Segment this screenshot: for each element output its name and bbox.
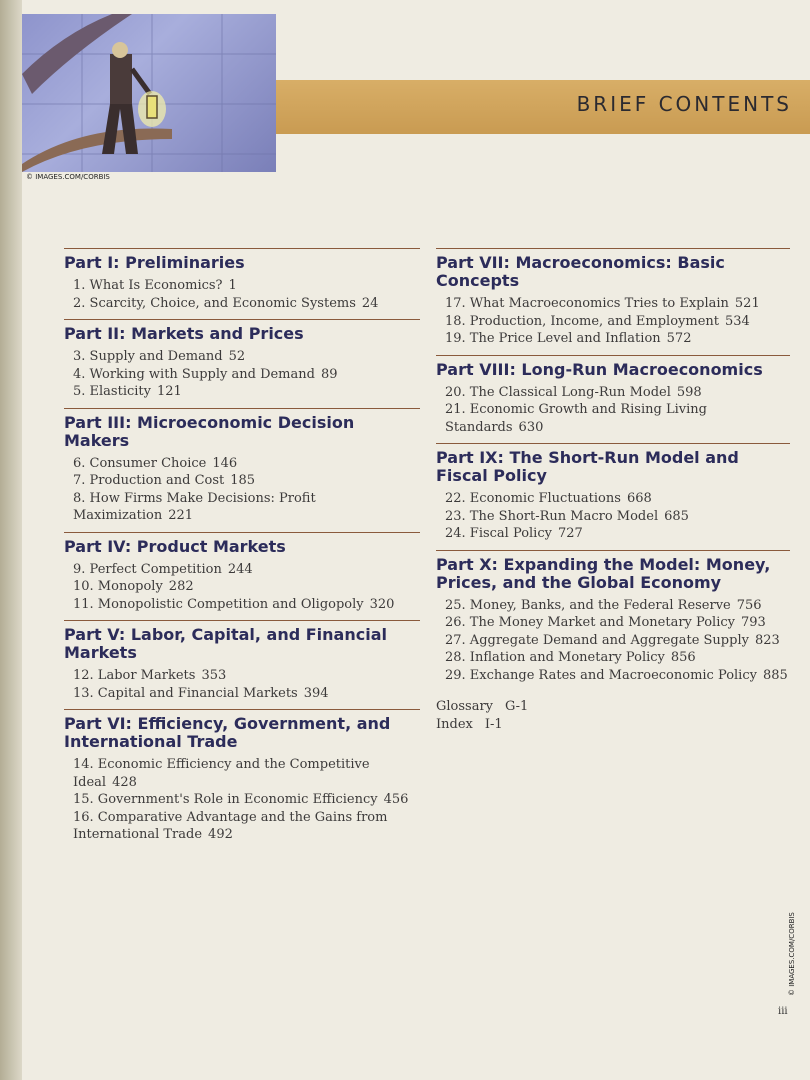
- chapter-page: 320: [369, 596, 395, 612]
- chapter-label: 27. Aggregate Demand and Aggregate Supply: [445, 632, 749, 648]
- chapter-label: 26. The Money Market and Monetary Policy: [445, 615, 735, 630]
- chapter-page: 146: [212, 455, 238, 471]
- toc-part: [64, 532, 420, 614]
- chapter-page: 727: [557, 526, 583, 541]
- chapter-entry: [436, 508, 790, 526]
- photo-credit: © IMAGES.COM/CORBIS: [26, 173, 110, 181]
- chapter-label: 8. How Firms Make Decisions: Profit Maximization: [73, 490, 316, 523]
- toc-part: [64, 248, 420, 312]
- chapter-entry: [64, 809, 420, 844]
- chapter-entry: [64, 348, 420, 366]
- chapter-page: 521: [734, 296, 760, 311]
- chapter-label: 24. Fiscal Policy: [445, 526, 552, 541]
- chapter-page: 456: [383, 792, 409, 807]
- part-title: Part VIII: Long-Run Macroeconomics: [436, 359, 763, 379]
- side-photo-credit: © IMAGES.COM/CORBIS: [788, 912, 796, 996]
- chapter-entry: [436, 384, 790, 402]
- chapter-label: 2. Scarcity, Choice, and Economic Systems: [73, 295, 356, 311]
- chapter-label: 12. Labor Markets: [73, 668, 196, 683]
- chapter-entry: [436, 313, 790, 331]
- chapter-entry: [436, 614, 790, 632]
- chapter-label: 17. What Macroeconomics Tries to Explain: [445, 296, 729, 311]
- chapter-page: 598: [676, 384, 702, 400]
- toc-part: [436, 443, 790, 543]
- chapter-label: 25. Money, Banks, and the Federal Reserve: [445, 597, 731, 613]
- chapter-entry: [436, 597, 790, 615]
- chapter-label: 9. Perfect Competition: [73, 561, 222, 577]
- chapter-label: 21. Economic Growth and Rising Living Standards: [445, 402, 707, 435]
- chapter-label: 14. Economic Efficiency and the Competitive Ideal: [73, 757, 370, 790]
- chapter-entry: [64, 561, 420, 579]
- page-title: BRIEF CONTENTS: [576, 92, 792, 116]
- back-matter-entry: [436, 698, 790, 716]
- chapter-entry: [64, 383, 420, 401]
- toc-part: [64, 620, 420, 702]
- chapter-label: 28. Inflation and Monetary Policy: [445, 650, 665, 665]
- chapter-label: 16. Comparative Advantage and the Gains from International Trade: [73, 809, 388, 842]
- chapter-entry: [64, 667, 420, 685]
- back-matter-label: Index: [436, 716, 473, 732]
- page-binding-shadow: [0, 0, 22, 1080]
- toc-part: [436, 550, 790, 685]
- chapter-page: 428: [112, 774, 137, 790]
- chapter-label: 13. Capital and Financial Markets: [73, 685, 298, 701]
- chapter-page: 244: [227, 561, 253, 577]
- chapter-page: 793: [741, 615, 766, 630]
- part-title: Part V: Labor, Capital, and Financial Markets: [64, 625, 387, 662]
- chapter-page: 885: [762, 667, 788, 683]
- toc-part: [436, 248, 790, 348]
- chapter-page: 534: [724, 313, 750, 329]
- chapter-entry: [436, 490, 790, 508]
- chapter-page: 856: [670, 650, 696, 665]
- cover-illustration: [22, 14, 276, 172]
- chapter-page: 668: [626, 491, 652, 506]
- chapter-page: 121: [157, 384, 182, 399]
- chapter-page: 353: [201, 668, 227, 683]
- chapter-page: 221: [168, 508, 194, 523]
- chapter-page: 185: [230, 473, 256, 488]
- part-title: Part I: Preliminaries: [64, 253, 245, 272]
- chapter-entry: [64, 472, 420, 490]
- chapter-entry: [64, 685, 420, 703]
- toc-part: [436, 355, 790, 437]
- chapter-page: 823: [754, 632, 780, 648]
- part-title: Part X: Expanding the Model: Money, Prices, and the Global Economy: [436, 554, 771, 592]
- chapter-entry: [436, 295, 790, 313]
- chapter-page: 89: [320, 366, 338, 382]
- chapter-entry: [64, 578, 420, 596]
- part-title: Part II: Markets and Prices: [64, 324, 304, 343]
- back-matter-page: I-1: [484, 716, 503, 732]
- back-matter: [436, 698, 790, 733]
- chapter-entry: [436, 330, 790, 348]
- chapter-label: 7. Production and Cost: [73, 473, 225, 488]
- chapter-entry: [436, 401, 790, 436]
- chapter-entry: [436, 525, 790, 543]
- chapter-label: 10. Monopoly: [73, 579, 163, 594]
- part-title: Part III: Microeconomic Decision Makers: [64, 412, 355, 450]
- chapter-label: 23. The Short-Run Macro Model: [445, 508, 659, 524]
- chapter-page: 24: [361, 295, 379, 311]
- page-number: iii: [778, 1006, 788, 1017]
- chapter-label: 5. Elasticity: [73, 384, 151, 399]
- chapter-page: 572: [666, 331, 692, 346]
- toc-part: [64, 709, 420, 844]
- chapter-entry: [64, 295, 420, 313]
- chapter-entry: [64, 596, 420, 614]
- chapter-page: 756: [736, 597, 762, 613]
- chapter-label: 18. Production, Income, and Employment: [445, 313, 719, 329]
- chapter-entry: [436, 667, 790, 685]
- chapter-label: 4. Working with Supply and Demand: [73, 366, 315, 382]
- chapter-entry: [436, 649, 790, 667]
- toc-right-column: [436, 248, 790, 733]
- chapter-label: 11. Monopolistic Competition and Oligopoly: [73, 596, 364, 612]
- chapter-entry: [64, 791, 420, 809]
- chapter-page: 1: [228, 278, 237, 293]
- toc-part: [64, 408, 420, 525]
- chapter-label: 15. Government's Role in Economic Efficiency: [73, 792, 378, 807]
- back-matter-label: Glossary: [436, 699, 494, 714]
- part-title: Part VII: Macroeconomics: Basic Concepts: [436, 253, 725, 290]
- chapter-label: 6. Consumer Choice: [73, 455, 207, 471]
- chapter-page: 52: [228, 349, 246, 364]
- chapter-page: 492: [208, 827, 233, 842]
- chapter-label: 1. What Is Economics?: [73, 278, 223, 293]
- chapter-entry: [64, 756, 420, 791]
- part-title: Part IX: The Short-Run Model and Fiscal Policy: [436, 448, 739, 485]
- toc-left-column: [64, 248, 420, 851]
- chapter-page: 282: [168, 579, 194, 594]
- chapter-label: 19. The Price Level and Inflation: [445, 331, 661, 346]
- back-matter-entry: [436, 716, 790, 734]
- chapter-page: 394: [303, 685, 329, 701]
- part-title: Part IV: Product Markets: [64, 536, 286, 556]
- chapter-label: 3. Supply and Demand: [73, 349, 223, 364]
- chapter-label: 22. Economic Fluctuations: [445, 491, 621, 506]
- chapter-entry: [64, 455, 420, 473]
- chapter-entry: [64, 490, 420, 525]
- chapter-entry: [64, 366, 420, 384]
- chapter-page: 685: [664, 508, 689, 524]
- chapter-entry: [436, 632, 790, 650]
- chapter-page: 630: [518, 419, 544, 435]
- chapter-label: 20. The Classical Long-Run Model: [445, 384, 671, 400]
- chapter-label: 29. Exchange Rates and Macroeconomic Policy: [445, 667, 757, 683]
- part-title: Part VI: Efficiency, Government, and International Trade: [64, 714, 391, 751]
- chapter-entry: [64, 277, 420, 295]
- back-matter-page: G-1: [505, 699, 529, 714]
- toc-part: [64, 319, 420, 401]
